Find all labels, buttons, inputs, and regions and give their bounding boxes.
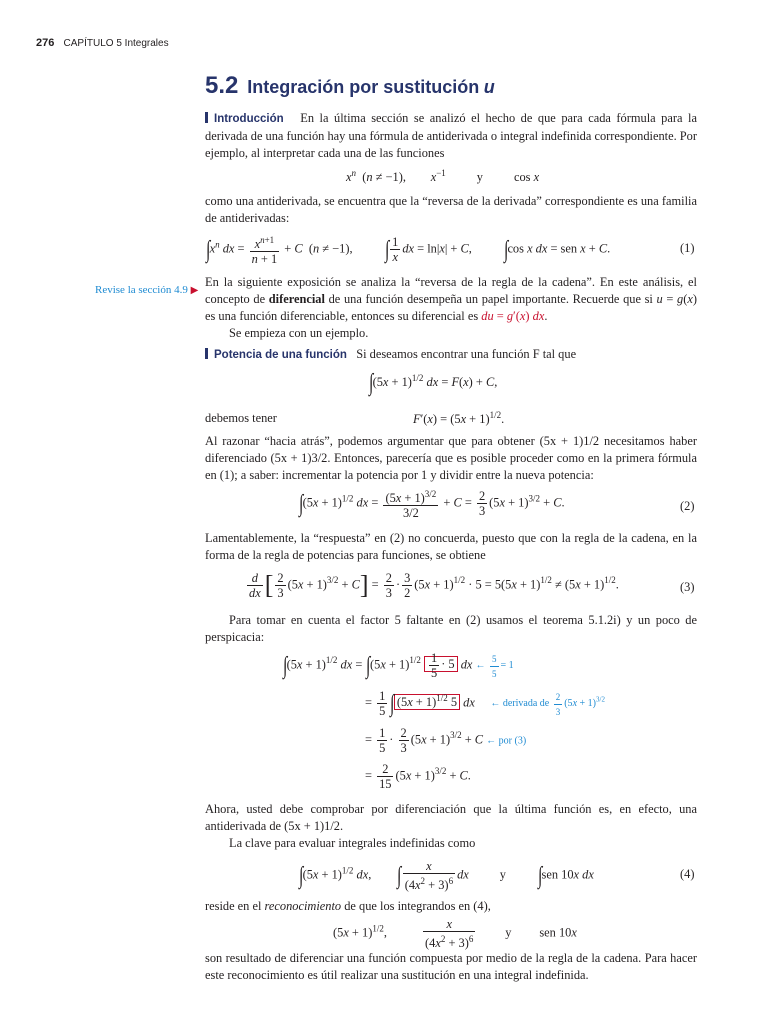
para-9: La clave para evaluar integrales indefinidas como (229, 836, 476, 850)
chapter-title: CAPÍTULO 5 Integrales (63, 38, 169, 49)
derivation-line-1: $\int(5x + 1)^{1/2}$ dx = $\int(5x + 1)^{1/2}$ $\frac{1}{5}$ · 5 dx ← $\frac{5}{5}$ = 1 (283, 651, 514, 680)
para-5-block (205, 433, 697, 484)
debemos-text: debemos tener (205, 411, 277, 425)
equation-1: $\int x^n$ dx = $\frac{x^{n+1}}{n + 1}$ + C (n ≠ −1), ∫ $\frac{1}{x}$ dx = ln|x| + C, ∫cos x dx = sen x + C. (206, 235, 611, 267)
functions-list: $x^n$ (n ≠ −1), $x^{-1}$ y cos x (346, 168, 540, 185)
para-7: Para tomar en cuenta el factor 5 faltante en (2) usamos el teorema 5.1.2i) y un poco de perspicacia: (205, 613, 697, 644)
derivation-line-2: = $\frac{1}{5}$ ∫ $(5x + 1)^{1/2}$ 5 dx ← derivada de $\frac{2}{3}$ $(5x + 1)^{3/2}$ (365, 689, 605, 718)
margin-note (95, 284, 198, 296)
section-heading (205, 72, 495, 100)
section-marker-icon (205, 112, 208, 123)
equation-3: $\frac{d}{dx}$ [ $\frac{2}{3}$ $(5x + 1)^{3/2} + C$] = $\frac{2}{3}$ · $\frac{3}{2}$ $(5x + 1)^{1/2} \cdot 5 = 5(5x + 1)^{1/2} \ne (5x + 1)^{1/2}$. (249, 570, 619, 600)
integrands-list: $(5x + 1)^{1/2}$, $\frac{x}{(4x^2 + 3)^6}$ y sen 10x (333, 917, 577, 951)
equation-Fprime: $F'(x) = (5x + 1)^{1/2}$. (413, 410, 505, 427)
equation-Fx: $\int(5x + 1)^{1/2}$ dx = F(x) + C, (369, 370, 498, 397)
para-5: Al razonar “hacia atrás”, podemos argumentar que para obtener (5x + 1)1/2 necesitamos haber diferenciado (5x + 1)3/2. Entonces, parecería que es posible proceder como en la primera fórmula en (1); a saber: incrementar la potencia por 1 y dividir entre la nueva potencia: (205, 434, 697, 482)
intro-text: En la última sección se analizó el hecho de que para cada fórmula para la derivada de una función hay una fórmula de antiderivada o integral indefinida correspondiente. Por ejemplo, al interpretar cada una de las funciones (205, 111, 698, 160)
annotation-2: ← derivada de $\frac{2}{3}$ $(5x + 1)^{3/2}$ (490, 691, 605, 717)
para-10: reside en el reconocimiento de que los integrandos en (4), (205, 899, 491, 913)
section-marker-icon (205, 348, 208, 359)
equation-4-number: (4) (680, 867, 695, 881)
intro-block-2 (205, 193, 697, 227)
intro-block (205, 110, 697, 162)
intro-paragraph (205, 110, 697, 162)
annotation-3: ← por (3) (486, 735, 527, 747)
intro-paragraph-2: como una antiderivada, se encuentra que la “reversa de la derivada” correspondiente es una familia de antiderivadas: (205, 194, 697, 225)
page-number: 276 (36, 37, 55, 49)
derivation-line-4: = $\frac{2}{15}$ $(5x + 1)^{3/2} + C$. (365, 762, 471, 791)
margin-note-link[interactable]: Revise la sección 4.9 (95, 284, 188, 296)
section-title: Integración por sustitución (247, 77, 480, 97)
para-3b: Se empieza con un ejemplo. (229, 326, 369, 340)
potencia-block (205, 346, 697, 364)
equation-2: $\int(5x + 1)^{1/2}$ dx = $\frac{(5x + 1)^{3/2}}{3/2}$ + C = $\frac{2}{3}$ $(5x + 1)^{3/2} + C$. (299, 489, 565, 521)
potencia-label: Potencia de una función (214, 349, 347, 361)
derivation-line-3: = $\frac{1}{5}$ · $\frac{2}{3}$ $(5x + 1)^{3/2} + C$ ← por (3) (365, 726, 527, 755)
intro-label: Introducción (214, 113, 284, 125)
para-3-block (205, 274, 697, 342)
equation-2-number: (2) (680, 499, 695, 513)
equation-3-number: (3) (680, 580, 695, 594)
term-diferencial: diferencial (268, 292, 325, 306)
equation-4: $\int(5x + 1)^{1/2}$ dx, ∫ $\frac{x}{(4x^2 + 3)^6}$ dx y ∫sen 10x dx (299, 859, 594, 893)
para-11: son resultado de diferenciar una función compuesta por medio de la regla de la cadena. Para hacer este reconocimiento es útil realizar una sustitución en una integral indefinida. (205, 951, 697, 982)
para-11-block (205, 950, 697, 984)
section-title-var: u (483, 77, 495, 97)
annotation-1: ← $\frac{5}{5}$ = 1 (475, 653, 514, 679)
para-6: Lamentablemente, la “respuesta” en (2) no concuerda, puesto que con la regla de la cadena, en la forma de la regla de potencias para funciones, se obtiene (205, 531, 697, 562)
arrow-right-icon: ▶ (190, 285, 199, 296)
para-8: Ahora, usted debe comprobar por diferenciación que la última función es, en efecto, una antiderivada de (5x + 1)1/2. (205, 802, 697, 833)
para-8-block (205, 801, 697, 852)
potencia-paragraph: Potencia de una función Si deseamos encontrar una función F tal que (205, 346, 697, 364)
para-7-block (205, 612, 697, 646)
running-header (36, 37, 169, 49)
para-3: En la siguiente exposición se analiza la “reversa de la regla de la cadena”. En este análisis, el concepto de diferencial de una función desempeña un papel importante. Recuerde que si u = g(x) es una función diferenciable, entonces su diferencial es du = g′(x) dx. (205, 275, 698, 323)
para-6-block (205, 530, 697, 564)
section-number: 5.2 (205, 72, 239, 99)
equation-1-number: (1) (680, 241, 695, 255)
